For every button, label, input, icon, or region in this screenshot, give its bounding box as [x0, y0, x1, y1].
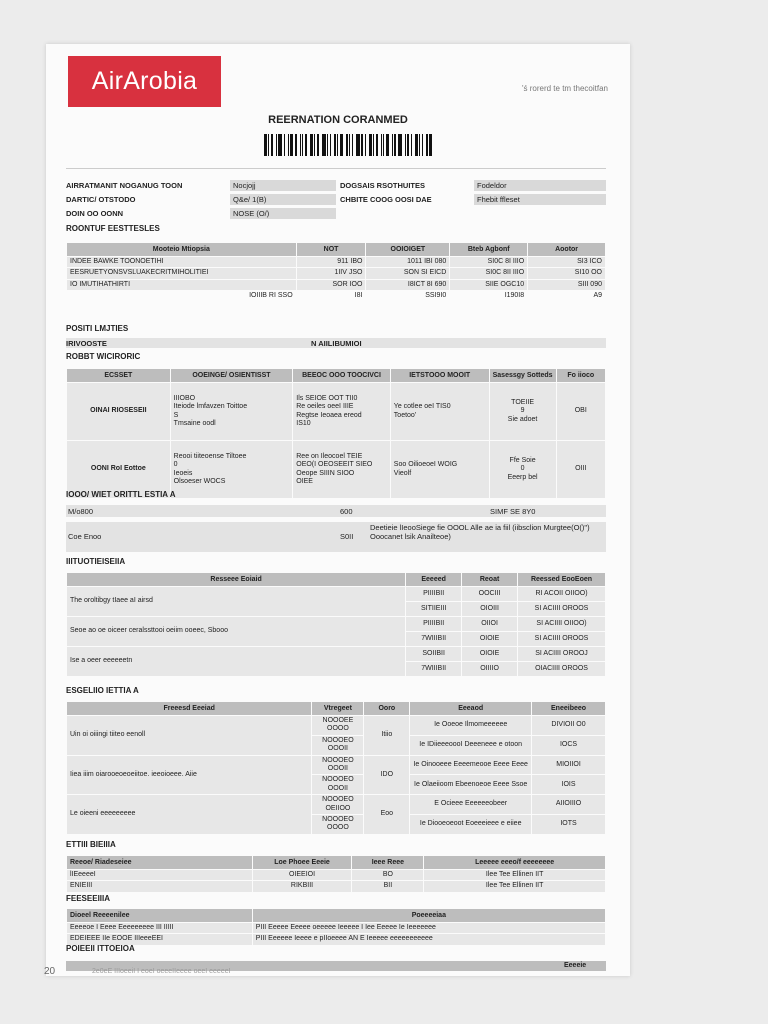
section5-cell: Ilee Tee Ellinen IIT — [424, 881, 606, 892]
flight-cell — [390, 441, 489, 499]
barcode-bar — [327, 134, 328, 156]
section6-cell: Eeeeoe I Eeee Eeeeeeeee III IIIII — [67, 923, 253, 934]
fare-total: SSI9I0 — [366, 291, 450, 302]
passenger-value: N AIILIBUMIOI — [311, 339, 362, 348]
section5-header: Ieee Reee — [352, 856, 424, 870]
flight-line: Ree on Ileocoel TEIE — [296, 452, 363, 460]
section4-cell: E Ocieee Eeeeeeobeer — [410, 795, 532, 815]
section4-cell: IOIS — [532, 775, 606, 795]
section3-cell: 7WIIIBII — [406, 662, 462, 677]
section3-cell: PIIIIBII — [406, 617, 462, 632]
section6-header: Poeeeeiaa — [252, 909, 605, 923]
flight-line: Ieoeis — [173, 469, 193, 477]
flight-cell — [390, 383, 489, 441]
section4-cell: Ie Diooeoeoot Eoeeeieee e eiiee — [410, 814, 532, 834]
section3-title: IIITUOTIEISEIIA — [66, 557, 126, 566]
table-row — [67, 881, 606, 892]
barcode-bar — [356, 134, 360, 156]
section4-cell: Ie Olaeiioom Ebeenoeoe Eeee Ssoe — [410, 775, 532, 795]
barcode-bar — [334, 134, 336, 156]
section5-cell: BII — [352, 881, 424, 892]
flight-line: Olsoeser WOCS — [173, 477, 226, 485]
section5-cell: lIEeeeeI — [67, 870, 253, 881]
table-row — [67, 755, 606, 775]
fare-value: SI3 ICO — [528, 257, 606, 268]
barcode-bar — [405, 134, 406, 156]
barcode-bar — [346, 134, 348, 156]
fare-item: IO IMUTIHATHIRTI — [67, 279, 297, 290]
passenger-label: IRIVOOSTE — [66, 339, 107, 348]
section2-cell: Coe Enoo — [68, 532, 102, 541]
passenger-section-label: POSITI LMJTIES — [66, 324, 129, 333]
booking-label-5: DOIN OO OONN — [66, 209, 124, 218]
barcode-bar — [302, 134, 303, 156]
booking-value-1: Nocjojj — [230, 180, 336, 191]
barcode-bar — [407, 134, 409, 156]
booking-value-5: NOSE (O/) — [230, 208, 336, 219]
table-row — [67, 279, 606, 290]
flight-line: Soo OilioeoeI WOIG — [393, 461, 458, 469]
section4-cell: NOOOEO OOOII — [312, 755, 364, 775]
barcode-bar — [276, 134, 277, 156]
barcode-bar — [415, 134, 418, 156]
flight-status: OBI — [556, 383, 605, 441]
section4-header: Ooro — [364, 702, 410, 716]
flight-line: 9 — [520, 407, 525, 415]
flight-cell — [293, 383, 391, 441]
fare-value: SI0C 8II IIIO — [450, 268, 528, 279]
section3-header: Reessed EooEoen — [518, 573, 606, 587]
section4-cell: IOTS — [532, 814, 606, 834]
fare-value: 1IIV JSO — [296, 268, 366, 279]
document-title: REERNATION CORANMED — [268, 114, 408, 126]
section4-cell: AIIOIIIO — [532, 795, 606, 815]
section3-cell: OIACIIII OROOS — [518, 662, 606, 677]
barcode-bar — [376, 134, 378, 156]
flight-section-label: ROBBT WICIRORIC — [66, 352, 141, 361]
fare-value: SI10 OO — [528, 268, 606, 279]
table-row — [67, 268, 606, 279]
section3-item: Ise a oeer eeeeeetn — [67, 647, 406, 677]
section2-title: IOOO/ WIET ORITTL ESTIA A — [66, 490, 176, 499]
flight-segment: OINAI RIOSESEII — [67, 383, 171, 441]
section3-header: Resseee Eoiaid — [67, 573, 406, 587]
section4-code: Itiio — [364, 716, 410, 756]
barcode-bar — [314, 134, 315, 156]
barcode-bar — [394, 134, 396, 156]
flight-header: ECSSET — [67, 369, 171, 383]
section4-header: Eeeaod — [410, 702, 532, 716]
section4-cell: Ie Ooeoe Ilmomeeeeee — [410, 716, 532, 736]
flight-header: Sasessgy Sotteds — [489, 369, 556, 383]
barcode-bar — [290, 134, 293, 156]
booking-label-1: AIRRATMANIT NOGANUG TOON — [66, 181, 183, 190]
fare-item: EESRUETYONSVSLUAKECRITMIHOLITIEI — [67, 268, 297, 279]
page-number: 20 — [44, 966, 56, 977]
section2-cell: 600 — [340, 507, 353, 516]
barcode-bar — [330, 134, 331, 156]
barcode-bar — [429, 134, 432, 156]
table-row — [67, 587, 606, 602]
reservation-document — [46, 44, 630, 976]
fare-total: I190I8 — [450, 291, 528, 302]
section4-cell: NOOOEO OEIIOO — [312, 795, 364, 815]
section4-cell: DIVIOII O0 — [532, 716, 606, 736]
flight-line: Toetoo' — [393, 411, 417, 419]
barcode — [264, 134, 434, 156]
section-label-routes: ROONTUF EESTTESLES — [66, 224, 160, 233]
section4-item: Uin oi oiiingi tiiteo eenoll — [67, 716, 312, 756]
table-row-total — [67, 291, 606, 302]
section3-cell: SI ACIIII OIIOO) — [518, 617, 606, 632]
flight-line: OIEE — [296, 477, 313, 485]
flight-line: TOEIIE — [511, 398, 534, 406]
barcode-bar — [278, 134, 282, 156]
header-tagline: 'ś rorerd te tm thecoitfan — [521, 84, 608, 93]
fare-value: SON SI EICD — [366, 268, 450, 279]
section4-cell: NOOOEE OOOO — [312, 716, 364, 736]
section3-cell: SOIIBII — [406, 647, 462, 662]
barcode-bar — [386, 134, 389, 156]
section4-code: IDO — [364, 755, 410, 795]
barcode-bar — [352, 134, 353, 156]
flight-line: Ffe Soie — [509, 456, 536, 464]
section3-item: Seoe ao oe oiceer ceralssttooi oeiim ooeec, Sbooo — [67, 617, 406, 647]
barcode-bar — [305, 134, 307, 156]
flight-cell — [293, 441, 391, 499]
table-row — [67, 934, 606, 945]
barcode-bar — [383, 134, 384, 156]
barcode-bar — [284, 134, 285, 156]
section2-cell: S0II — [340, 532, 354, 541]
flight-line: 0 — [173, 461, 178, 469]
section2-cell: SIMF SE 8Y0 — [490, 507, 536, 516]
section3-header: Eeeeed — [406, 573, 462, 587]
table-row — [67, 257, 606, 268]
section4-cell: NOOOEO OOOO — [312, 814, 364, 834]
barcode-bar — [310, 134, 313, 156]
section4-cell: Ie Oinooeee Eeeemeooe Eeee Eeee — [410, 755, 532, 775]
booking-value-3: Q&e/ 1(B) — [230, 194, 336, 205]
section5-cell: RIKBIII — [252, 881, 352, 892]
section5-cell: Ilee Tee Ellinen IIT — [424, 870, 606, 881]
section4-cell: NOOOEO OOOII — [312, 775, 364, 795]
section5-cell: BO — [352, 870, 424, 881]
barcode-bar — [361, 134, 363, 156]
fare-value: 1011 IBI 080 — [366, 257, 450, 268]
fares-header: OOIOIGET — [366, 243, 450, 257]
section6-footer-right: Eeeeie — [564, 962, 587, 969]
flight-segment: OONI RoI Eottoe — [67, 441, 171, 499]
fare-value: SI0C 8I IIIO — [450, 257, 528, 268]
barcode-bar — [295, 134, 297, 156]
section6-title: FEESEEIIIA — [66, 894, 111, 903]
section6-header: Dioeel Reeeenilee — [67, 909, 253, 923]
flight-line: Ils SEIOE OOT TII0 — [296, 394, 358, 402]
flight-line: IIIOBO — [173, 394, 196, 402]
flight-line: 0 — [520, 465, 525, 473]
section4-header: Eneeibeeo — [532, 702, 606, 716]
table-row — [67, 617, 606, 632]
section3-cell: PIIIIBII — [406, 587, 462, 602]
barcode-bar — [411, 134, 412, 156]
table-row — [67, 716, 606, 736]
table-row — [67, 923, 606, 934]
flight-header: IETSTOOO MOOIT — [390, 369, 489, 383]
flight-header: BEEOC OOO TOOCIVCI — [293, 369, 391, 383]
flight-line: Ye cotlee oeI TIS0 — [393, 403, 451, 411]
fares-header: Aootor — [528, 243, 606, 257]
booking-value-2: Fodeldor — [474, 180, 606, 191]
fare-value: SOR IOO — [296, 279, 366, 290]
section4-item: Iiea iiim oiarooeoeoeiitoe. ieeoioeee. Aiie — [67, 755, 312, 795]
section3-cell: 7WIIIBII — [406, 632, 462, 647]
section6-cell: EDEIEEE IIe EOOE IIIeeeEEI — [67, 934, 253, 945]
barcode-bar — [322, 134, 326, 156]
section3-cell: OIOIE — [462, 647, 518, 662]
barcode-bar — [264, 134, 267, 156]
flight-line: OEO(I OEOSEEIT SIEO — [296, 461, 373, 469]
flight-cell — [489, 383, 556, 441]
booking-label-3: DARTIC/ OTSTODO — [66, 195, 136, 204]
section3-cell: OOCIII — [462, 587, 518, 602]
divider — [66, 168, 606, 169]
table-row — [67, 647, 606, 662]
section2-cell: M/o800 — [68, 507, 94, 516]
booking-value-4: Fhebit ffleset — [474, 194, 606, 205]
section5-table — [66, 855, 606, 893]
flight-line: Sie adoet — [507, 415, 538, 423]
barcode-bar — [392, 134, 393, 156]
section6-table — [66, 908, 606, 946]
section4-table — [66, 701, 606, 835]
fare-total: I8I — [296, 291, 366, 302]
barcode-bar — [300, 134, 301, 156]
flight-line: IS10 — [296, 419, 311, 427]
section4-header: Vtregeet — [312, 702, 364, 716]
fares-header: NOT — [296, 243, 366, 257]
section3-cell: SI ACIIII OROOS — [518, 602, 606, 617]
section5-cell: ENIEIII — [67, 881, 253, 892]
flight-line: Eeerp bel — [507, 473, 538, 481]
flight-line: S — [173, 411, 179, 419]
table-row — [67, 795, 606, 815]
barcode-bar — [381, 134, 382, 156]
table-row — [67, 383, 606, 441]
fare-value: I8ICT 8I 690 — [366, 279, 450, 290]
section4-title: ESGELIIO IETTIA A — [66, 686, 139, 695]
flight-line: Reooi tiiteoense Tiltoee — [173, 452, 247, 460]
flight-status: OIII — [556, 441, 605, 499]
flight-header: Fo iioco — [556, 369, 605, 383]
fares-header: Bteb Agbonf — [450, 243, 528, 257]
section3-item: The oroltibgy tIaee aI airsd — [67, 587, 406, 617]
flight-cell — [170, 441, 293, 499]
section6-footer-label: POIEEII ITTOEIOA — [66, 944, 135, 953]
barcode-bar — [288, 134, 289, 156]
section3-cell: OIIOI — [462, 617, 518, 632]
flight-header: OOEINGE/ OSIENTISST — [170, 369, 293, 383]
fare-value: 911 IBO — [296, 257, 366, 268]
section3-table — [66, 572, 606, 677]
flight-line: Tmsaine oodl — [173, 419, 216, 427]
fare-value: SIIE OGC10 — [450, 279, 528, 290]
flight-line: Vieolf — [393, 469, 412, 477]
barcode-bar — [349, 134, 350, 156]
flight-line: Oeope SIIIN SIOO — [296, 469, 355, 477]
section3-cell: OIOIII — [462, 602, 518, 617]
section5-header: Leeeee eeeo/f eeeeeeee — [424, 856, 606, 870]
section5-header: Loe Phoee Eeeie — [252, 856, 352, 870]
section4-cell: Ie IDiieeeoooI Deeeneee e otoon — [410, 735, 532, 755]
barcode-bar — [271, 134, 273, 156]
barcode-bar — [422, 134, 423, 156]
fare-item: INDEE BAWKE TOONOETIHI — [67, 257, 297, 268]
section3-cell: SI ACIIII OROOS — [518, 632, 606, 647]
section4-code: Eoo — [364, 795, 410, 835]
section4-header: Freeesd Eeeiad — [67, 702, 312, 716]
section5-header: Reeoe/ Riadeseiee — [67, 856, 253, 870]
section5-cell: OIEEIOI — [252, 870, 352, 881]
section3-cell: SI ACIIII OROOJ — [518, 647, 606, 662]
fare-total-label: IOIIIB RI SSO — [67, 291, 297, 302]
table-row — [67, 870, 606, 881]
barcode-bar — [426, 134, 428, 156]
section3-cell: SITIIEIII — [406, 602, 462, 617]
fares-table — [66, 242, 606, 303]
barcode-bar — [317, 134, 319, 156]
barcode-bar — [337, 134, 338, 156]
barcode-bar — [369, 134, 372, 156]
section4-item: Le oieeni eeeeeeeee — [67, 795, 312, 835]
fare-value: SIII 090 — [528, 279, 606, 290]
flight-line: Iteiode lmfavzen Toittoe — [173, 403, 248, 411]
barcode-bar — [398, 134, 402, 156]
fares-header: Mooteio Mtiopsia — [67, 243, 297, 257]
flight-cell — [489, 441, 556, 499]
section3-cell: RI ACOII OIIOO) — [518, 587, 606, 602]
barcode-bar — [268, 134, 269, 156]
flight-line: Regtse Ieoaea ereod — [296, 411, 362, 419]
section5-title: ETTIII BIEIIIA — [66, 840, 116, 849]
section3-header: Reoat — [462, 573, 518, 587]
section3-cell: OIOIE — [462, 632, 518, 647]
barcode-bar — [373, 134, 374, 156]
section4-cell: IOCS — [532, 735, 606, 755]
fare-total: A9 — [528, 291, 606, 302]
booking-label-4: CHBITE COOG OOSI DAE — [340, 195, 432, 204]
section6-cell: PIII Eeeeee Ieeee e pIIoeeee AN E Ieeeee eeeeeeeeeee — [252, 934, 605, 945]
barcode-bar — [340, 134, 343, 156]
flight-line: Re oeiles oeeI IIIE — [296, 403, 354, 411]
barcode-bar — [419, 134, 420, 156]
airline-logo: AirArobia — [68, 56, 221, 107]
booking-label-2: DOGSAIS RSOTHUITES — [340, 181, 426, 190]
barcode-bar — [365, 134, 366, 156]
section3-cell: OIIIIO — [462, 662, 518, 677]
flight-table — [66, 368, 606, 499]
flight-cell — [170, 383, 293, 441]
page-footer-text: 2e0eE IIIoeeiI I eoeI oeeeIIeeee oeeI eeeeeI — [92, 968, 231, 975]
section4-cell: NOOOEO OOOII — [312, 735, 364, 755]
section2-cell: Deetieie lIeooSiege fie OOOL Alle ae ia fiil (iibsclion Murgtee(O()") Ooocanet lsik Anailteoe) — [370, 523, 590, 541]
section4-cell: MIOIIOI — [532, 755, 606, 775]
section6-cell: PIII Eeeee Eeeee oeeeee Ieeeee I Iee Eeeee Ie Ieeeeeee — [252, 923, 605, 934]
